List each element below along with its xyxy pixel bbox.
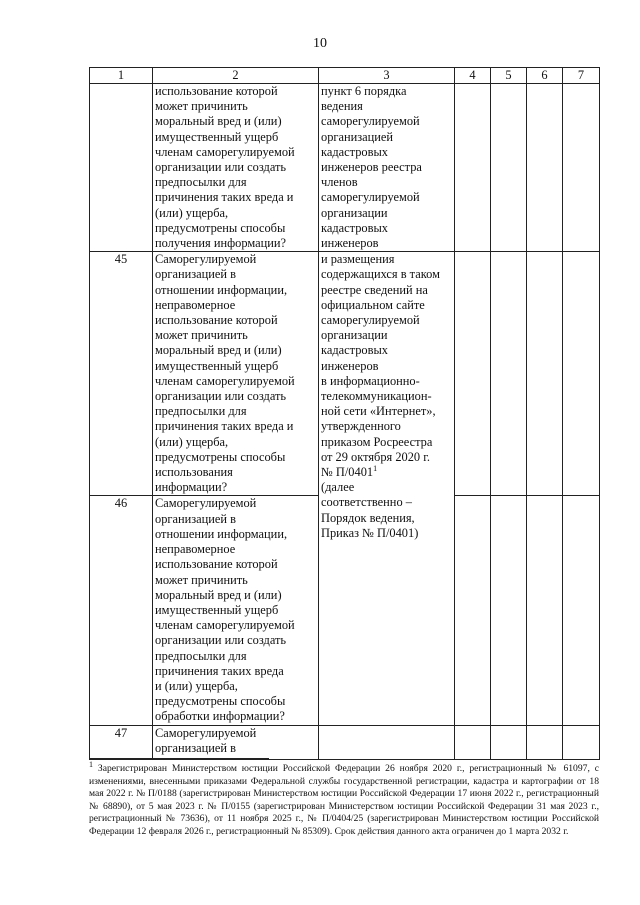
legal-reference-text: и размещения содержащихся в таком реестре сведений на официальном сайте саморегулируемой организации кадастровых инженеров в информационно- телекоммуникацион- ной сети «Интернет», утвержденного приказом Росреестра от 29 октября 2020 г. № П/0401 bbox=[321, 252, 440, 480]
header-cell: 3 bbox=[319, 68, 455, 84]
legal-reference-abbrev: (далее соответственно – Порядок ведения, Приказ № П/0401) bbox=[321, 480, 419, 540]
header-cell: 7 bbox=[563, 68, 600, 84]
legal-reference-part2 bbox=[319, 252, 455, 725]
answer-cell bbox=[527, 252, 563, 496]
footnote-text: Зарегистрирован Министерством юстиции Российской Федерации 26 ноября 2020 г., регистрационный № 61097, с изменениями, внесенными приказами Федеральной службы государственной регистрации, кадастра и картографии от 18 мая 2022 г. № П/0188 (зарегистрирован Министерством юстиции Российской Федерации 17 июня 2022 г., регистрационный № 68890), от 5 мая 2023 г. № П/0155 (зарегистрирован Министерством юстиции Российской Федерации 31 мая 2023 г., регистрационный № 73636), от 11 ноября 2025 г., № П/0404/25 (зарегистрирован Министерством юстиции Российской Федерации 12 февраля 2026 г., регистрационный № 85309). Срок действия данного акта ограничен до 1 марта 2032 г. bbox=[89, 763, 599, 837]
answer-cell bbox=[455, 84, 491, 252]
answer-cell bbox=[491, 84, 527, 252]
question-text: Саморегулируемой организацией в отношении информации, неправомерное использование которой может причинить моральный вред и (или) имущественный ущерб членам саморегулируемой организации или создать предпосылки для причинения таких вреда и (или) ущерба, предусмотрены способы обработки информации? bbox=[153, 496, 319, 725]
answer-cell bbox=[491, 496, 527, 725]
question-text: использование которой может причинить моральный вред и (или) имущественный ущерб членам саморегулируемой организации или создать предпосылки для причинения таких вреда и (или) ущерба, предусмотрены способы получения информации? bbox=[153, 84, 319, 252]
header-cell: 4 bbox=[455, 68, 491, 84]
answer-cell bbox=[527, 725, 563, 759]
row-number: 45 bbox=[90, 252, 153, 496]
table-row bbox=[90, 84, 600, 252]
answer-cell bbox=[563, 84, 600, 252]
footnote bbox=[89, 759, 599, 838]
answer-cell bbox=[455, 725, 491, 759]
checklist-table bbox=[89, 67, 600, 760]
page-number: 10 bbox=[313, 36, 327, 51]
row-number: 46 bbox=[90, 496, 153, 725]
table-header-row bbox=[90, 68, 600, 84]
header-cell: 6 bbox=[527, 68, 563, 84]
question-text: Саморегулируемой организацией в отношении информации, неправомерное использование которой может причинить моральный вред и (или) имущественный ущерб членам саморегулируемой организации или создать предпосылки для причинения таких вреда и (или) ущерба, предусмотрены способы использования информации? bbox=[153, 252, 319, 496]
legal-reference-cell bbox=[319, 725, 455, 759]
header-cell: 5 bbox=[491, 68, 527, 84]
table-row bbox=[90, 725, 600, 759]
footnote-number: 1 bbox=[89, 759, 93, 769]
answer-cell bbox=[455, 496, 491, 725]
answer-cell bbox=[491, 725, 527, 759]
answer-cell bbox=[527, 84, 563, 252]
answer-cell bbox=[563, 496, 600, 725]
answer-cell bbox=[563, 725, 600, 759]
footnote-divider bbox=[89, 758, 269, 759]
answer-cell bbox=[527, 496, 563, 725]
row-number: 47 bbox=[90, 725, 153, 759]
row-number bbox=[90, 84, 153, 252]
answer-cell bbox=[491, 252, 527, 496]
answer-cell bbox=[455, 252, 491, 496]
footnote-mark: 1 bbox=[373, 463, 378, 473]
table-row bbox=[90, 252, 600, 496]
answer-cell bbox=[563, 252, 600, 496]
legal-reference-part1: пункт 6 порядка ведения саморегулируемой организацией кадастровых инженеров реестра членов саморегулируемой организации кадастровых инженеров bbox=[319, 84, 455, 252]
header-cell: 1 bbox=[90, 68, 153, 84]
question-text: Саморегулируемой организацией в bbox=[153, 725, 319, 759]
header-cell: 2 bbox=[153, 68, 319, 84]
